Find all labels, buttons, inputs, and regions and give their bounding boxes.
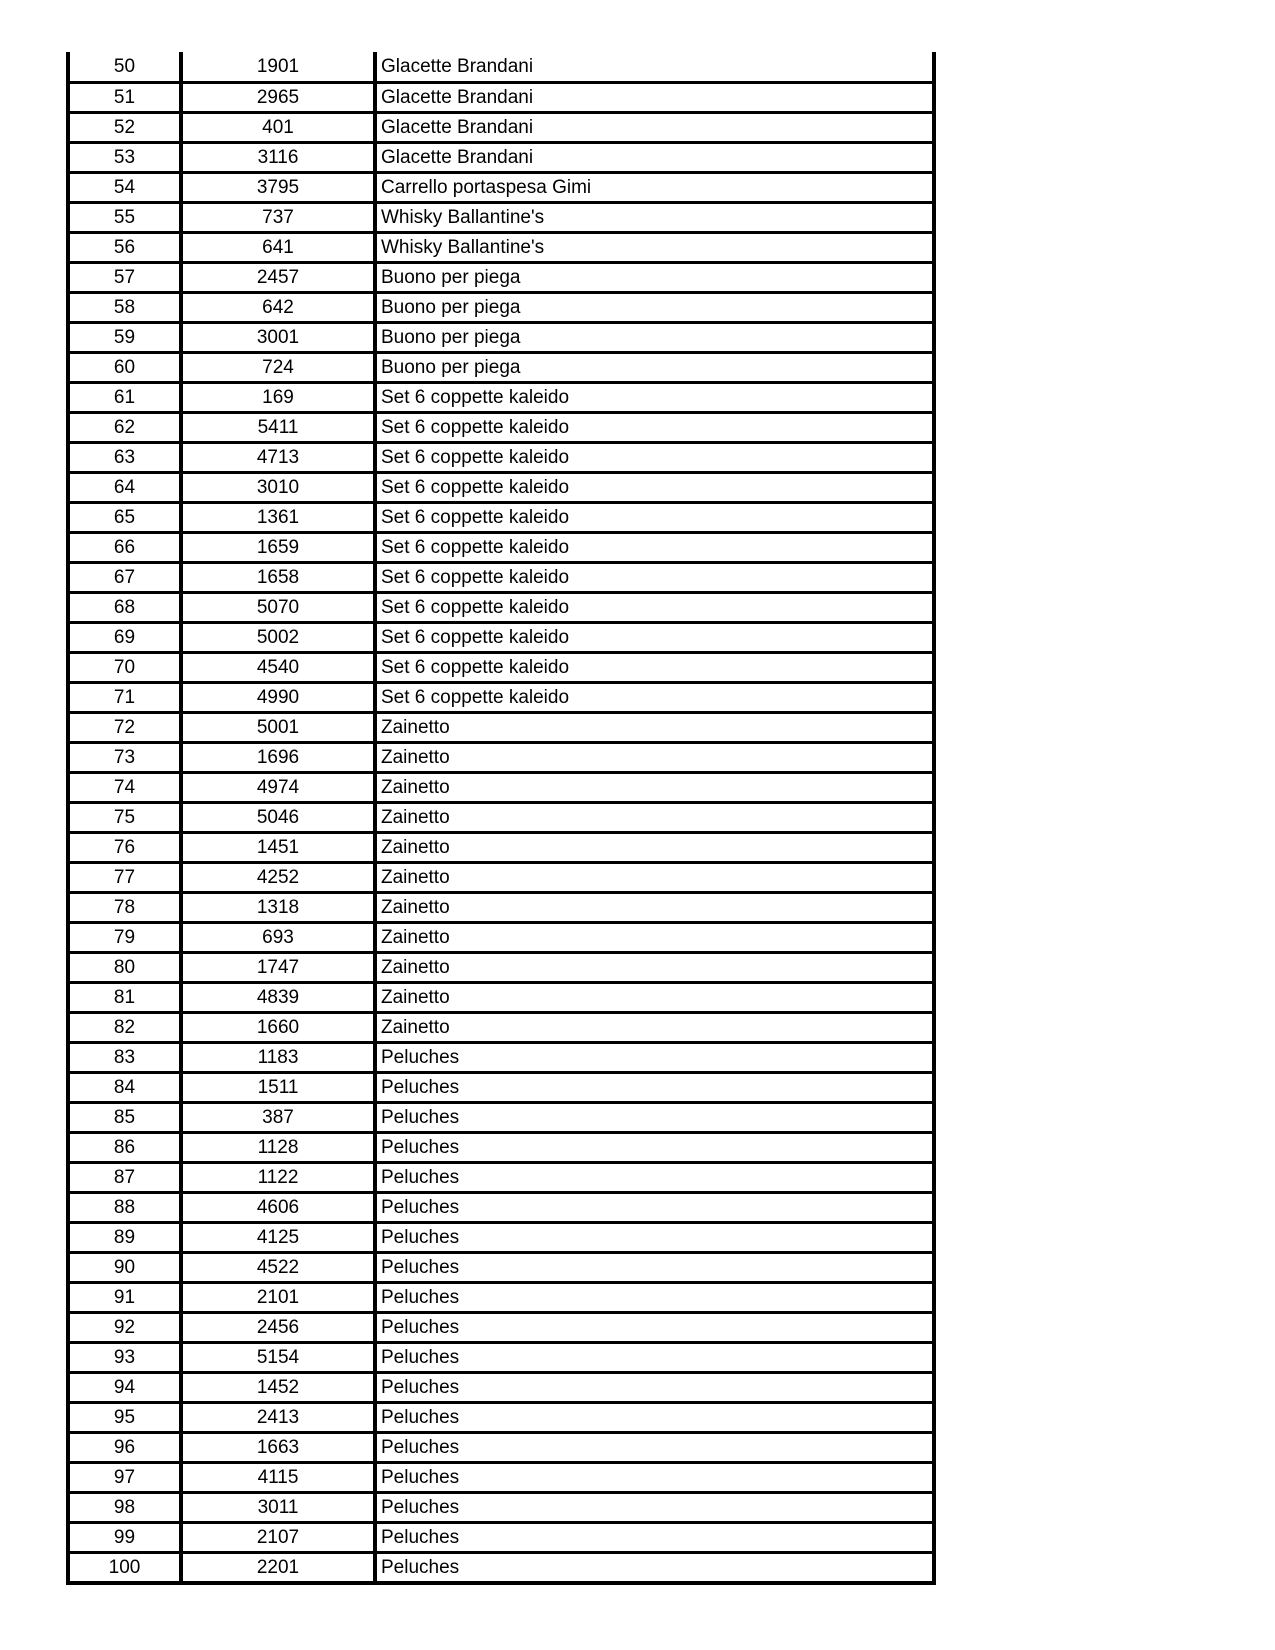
ticket-number-cell: 401 [181,113,375,143]
ticket-number-cell: 1361 [181,503,375,533]
prize-name-cell: Set 6 coppette kaleido [375,533,934,563]
draw-number-cell: 94 [68,1373,181,1403]
prize-name-cell: Peluches [375,1373,934,1403]
prize-name-cell: Buono per piega [375,263,934,293]
table-body [68,52,934,1583]
draw-number-cell: 88 [68,1193,181,1223]
ticket-number-cell: 693 [181,923,375,953]
draw-number-cell: 57 [68,263,181,293]
ticket-number-cell: 3116 [181,143,375,173]
draw-number-cell: 62 [68,413,181,443]
table-row [68,1433,934,1463]
draw-number-cell: 60 [68,353,181,383]
draw-number-cell: 66 [68,533,181,563]
table-row [68,983,934,1013]
ticket-number-cell: 1747 [181,953,375,983]
prize-name-cell: Set 6 coppette kaleido [375,443,934,473]
draw-number-cell: 53 [68,143,181,173]
table-row [68,1013,934,1043]
prize-name-cell: Peluches [375,1223,934,1253]
prize-name-cell: Set 6 coppette kaleido [375,503,934,533]
table-row [68,353,934,383]
prize-name-cell: Set 6 coppette kaleido [375,653,934,683]
ticket-number-cell: 3001 [181,323,375,353]
prize-name-cell: Zainetto [375,803,934,833]
ticket-number-cell: 642 [181,293,375,323]
draw-number-cell: 89 [68,1223,181,1253]
table-row [68,323,934,353]
ticket-number-cell: 1122 [181,1163,375,1193]
table-row [68,743,934,773]
draw-number-cell: 93 [68,1343,181,1373]
draw-number-cell: 81 [68,983,181,1013]
table-row [68,203,934,233]
prize-name-cell: Peluches [375,1433,934,1463]
ticket-number-cell: 1452 [181,1373,375,1403]
draw-number-cell: 65 [68,503,181,533]
ticket-number-cell: 5154 [181,1343,375,1373]
prize-name-cell: Peluches [375,1103,934,1133]
ticket-number-cell: 3795 [181,173,375,203]
draw-number-cell: 59 [68,323,181,353]
ticket-number-cell: 3011 [181,1493,375,1523]
draw-number-cell: 87 [68,1163,181,1193]
ticket-number-cell: 2456 [181,1313,375,1343]
ticket-number-cell: 1183 [181,1043,375,1073]
ticket-number-cell: 4125 [181,1223,375,1253]
prize-name-cell: Peluches [375,1253,934,1283]
ticket-number-cell: 1128 [181,1133,375,1163]
ticket-number-cell: 724 [181,353,375,383]
ticket-number-cell: 5002 [181,623,375,653]
prize-name-cell: Set 6 coppette kaleido [375,623,934,653]
prize-name-cell: Set 6 coppette kaleido [375,383,934,413]
prize-name-cell: Set 6 coppette kaleido [375,683,934,713]
table-row [68,413,934,443]
prize-name-cell: Peluches [375,1403,934,1433]
prize-draw-table [66,52,936,1585]
prize-name-cell: Zainetto [375,923,934,953]
ticket-number-cell: 1659 [181,533,375,563]
prize-name-cell: Glacette Brandani [375,52,934,83]
draw-number-cell: 73 [68,743,181,773]
table-row [68,593,934,623]
draw-number-cell: 84 [68,1073,181,1103]
draw-number-cell: 83 [68,1043,181,1073]
table-row [68,623,934,653]
draw-number-cell: 67 [68,563,181,593]
ticket-number-cell: 169 [181,383,375,413]
draw-number-cell: 96 [68,1433,181,1463]
draw-number-cell: 63 [68,443,181,473]
table-row [68,83,934,113]
prize-name-cell: Peluches [375,1193,934,1223]
ticket-number-cell: 4115 [181,1463,375,1493]
ticket-number-cell: 4990 [181,683,375,713]
draw-number-cell: 100 [68,1553,181,1584]
draw-number-cell: 78 [68,893,181,923]
ticket-number-cell: 4540 [181,653,375,683]
table-row [68,1463,934,1493]
table-row [68,773,934,803]
table-row [68,293,934,323]
draw-number-cell: 77 [68,863,181,893]
prize-name-cell: Zainetto [375,743,934,773]
ticket-number-cell: 2413 [181,1403,375,1433]
draw-number-cell: 71 [68,683,181,713]
prize-name-cell: Peluches [375,1163,934,1193]
ticket-number-cell: 1660 [181,1013,375,1043]
ticket-number-cell: 4606 [181,1193,375,1223]
draw-number-cell: 58 [68,293,181,323]
prize-name-cell: Glacette Brandani [375,83,934,113]
ticket-number-cell: 1658 [181,563,375,593]
draw-number-cell: 90 [68,1253,181,1283]
table-row [68,503,934,533]
ticket-number-cell: 2101 [181,1283,375,1313]
draw-number-cell: 79 [68,923,181,953]
table-row [68,383,934,413]
draw-number-cell: 82 [68,1013,181,1043]
ticket-number-cell: 641 [181,233,375,263]
table-row [68,533,934,563]
prize-name-cell: Zainetto [375,863,934,893]
ticket-number-cell: 1901 [181,52,375,83]
table-row [68,1223,934,1253]
table-row [68,563,934,593]
ticket-number-cell: 5070 [181,593,375,623]
table-row [68,923,934,953]
table-row [68,953,934,983]
table-row [68,1283,934,1313]
table-row [68,173,934,203]
prize-name-cell: Glacette Brandani [375,113,934,143]
draw-number-cell: 69 [68,623,181,653]
prize-name-cell: Peluches [375,1313,934,1343]
table-row [68,473,934,503]
results-sheet [66,52,932,1585]
ticket-number-cell: 2965 [181,83,375,113]
table-row [68,653,934,683]
ticket-number-cell: 4839 [181,983,375,1013]
draw-number-cell: 64 [68,473,181,503]
draw-number-cell: 98 [68,1493,181,1523]
ticket-number-cell: 2107 [181,1523,375,1553]
table-row [68,233,934,263]
ticket-number-cell: 2201 [181,1553,375,1584]
prize-name-cell: Peluches [375,1073,934,1103]
draw-number-cell: 86 [68,1133,181,1163]
prize-name-cell: Buono per piega [375,293,934,323]
draw-number-cell: 85 [68,1103,181,1133]
prize-name-cell: Peluches [375,1283,934,1313]
prize-name-cell: Set 6 coppette kaleido [375,413,934,443]
ticket-number-cell: 387 [181,1103,375,1133]
prize-name-cell: Peluches [375,1133,934,1163]
table-row [68,683,934,713]
prize-name-cell: Set 6 coppette kaleido [375,593,934,623]
prize-name-cell: Zainetto [375,833,934,863]
prize-name-cell: Zainetto [375,713,934,743]
table-row [68,1133,934,1163]
draw-number-cell: 52 [68,113,181,143]
ticket-number-cell: 1511 [181,1073,375,1103]
prize-name-cell: Zainetto [375,893,934,923]
table-row [68,1073,934,1103]
ticket-number-cell: 1663 [181,1433,375,1463]
draw-number-cell: 92 [68,1313,181,1343]
table-row [68,1253,934,1283]
ticket-number-cell: 3010 [181,473,375,503]
table-row [68,1343,934,1373]
table-row [68,113,934,143]
draw-number-cell: 72 [68,713,181,743]
draw-number-cell: 75 [68,803,181,833]
table-row [68,713,934,743]
draw-number-cell: 95 [68,1403,181,1433]
prize-name-cell: Peluches [375,1343,934,1373]
draw-number-cell: 91 [68,1283,181,1313]
table-row [68,1193,934,1223]
ticket-number-cell: 1451 [181,833,375,863]
draw-number-cell: 55 [68,203,181,233]
draw-number-cell: 68 [68,593,181,623]
prize-name-cell: Buono per piega [375,353,934,383]
draw-number-cell: 51 [68,83,181,113]
prize-name-cell: Set 6 coppette kaleido [375,473,934,503]
table-row [68,833,934,863]
table-row [68,52,934,83]
prize-name-cell: Zainetto [375,1013,934,1043]
prize-name-cell: Zainetto [375,773,934,803]
draw-number-cell: 99 [68,1523,181,1553]
prize-name-cell: Whisky Ballantine's [375,233,934,263]
table-row [68,443,934,473]
draw-number-cell: 74 [68,773,181,803]
table-row [68,143,934,173]
prize-name-cell: Peluches [375,1553,934,1584]
table-row [68,1373,934,1403]
table-row [68,803,934,833]
draw-number-cell: 70 [68,653,181,683]
prize-name-cell: Whisky Ballantine's [375,203,934,233]
table-row [68,1523,934,1553]
prize-name-cell: Glacette Brandani [375,143,934,173]
prize-name-cell: Set 6 coppette kaleido [375,563,934,593]
prize-name-cell: Peluches [375,1043,934,1073]
table-row [68,863,934,893]
prize-name-cell: Peluches [375,1493,934,1523]
draw-number-cell: 76 [68,833,181,863]
ticket-number-cell: 2457 [181,263,375,293]
table-row [68,1313,934,1343]
prize-name-cell: Zainetto [375,983,934,1013]
table-row [68,1103,934,1133]
ticket-number-cell: 1318 [181,893,375,923]
table-row [68,1163,934,1193]
prize-name-cell: Peluches [375,1523,934,1553]
ticket-number-cell: 4713 [181,443,375,473]
ticket-number-cell: 5046 [181,803,375,833]
table-row [68,1553,934,1584]
draw-number-cell: 50 [68,52,181,83]
draw-number-cell: 54 [68,173,181,203]
ticket-number-cell: 5001 [181,713,375,743]
draw-number-cell: 80 [68,953,181,983]
draw-number-cell: 97 [68,1463,181,1493]
prize-name-cell: Buono per piega [375,323,934,353]
table-row [68,1493,934,1523]
prize-name-cell: Zainetto [375,953,934,983]
table-row [68,1043,934,1073]
prize-name-cell: Carrello portaspesa Gimi [375,173,934,203]
table-row [68,1403,934,1433]
ticket-number-cell: 4974 [181,773,375,803]
draw-number-cell: 56 [68,233,181,263]
prize-name-cell: Peluches [375,1463,934,1493]
ticket-number-cell: 4522 [181,1253,375,1283]
ticket-number-cell: 1696 [181,743,375,773]
draw-number-cell: 61 [68,383,181,413]
ticket-number-cell: 737 [181,203,375,233]
ticket-number-cell: 4252 [181,863,375,893]
table-row [68,893,934,923]
ticket-number-cell: 5411 [181,413,375,443]
table-row [68,263,934,293]
